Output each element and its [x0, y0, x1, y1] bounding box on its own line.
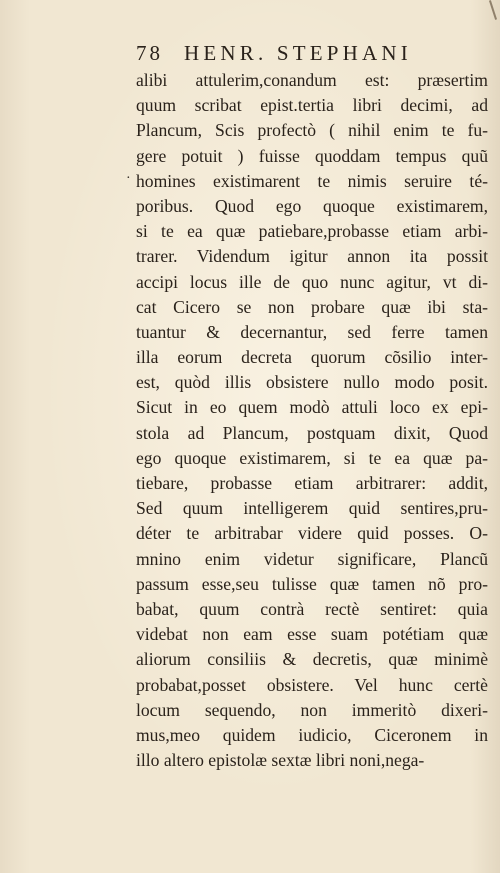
page-number: 78	[136, 41, 163, 65]
body-text	[136, 68, 488, 773]
text-line: Sicut in eo quem modò attuli loco ex epi-	[136, 397, 488, 418]
text-line: homines existimarent te nimis seruire té-	[136, 170, 488, 191]
text-line: gere potuit ) fuisse quoddam tempus quũ	[136, 145, 488, 166]
text-line: passum esse,seu tulisse quæ tamen nõ pro-	[136, 573, 488, 594]
text-line: locum sequendo, non immeritò dixeri-	[136, 699, 488, 720]
text-line: si te ea quæ patiebare,probasse etiam arbi-	[136, 221, 488, 242]
text-line: quum scribat epist.tertia libri decimi, ad	[136, 95, 488, 116]
text-line: babat, quum contrà rectè sentiret: quia	[136, 598, 488, 619]
running-head	[136, 38, 488, 68]
text-line: poribus. Quod ego quoque existimarem,	[136, 195, 488, 216]
text-line: tiebare, probasse etiam arbitrarer: addit,	[136, 473, 488, 493]
text-line: ego quoque existimarem, si te ea quæ pa-	[136, 447, 488, 468]
text-line: est, quòd illis obsistere nullo modo posit.	[136, 372, 488, 393]
text-line: cat Cicero se non probare quæ ibi sta-	[136, 296, 488, 317]
text-line: tuantur & decernantur, sed ferre tamen	[136, 321, 488, 342]
margin-dot-mark: ·	[126, 171, 131, 186]
text-line: mus,meo quidem iudicio, Ciceronem in	[136, 724, 488, 745]
text-line: alibi attulerim,conandum est: præsertim	[136, 70, 488, 90]
text-line: Plancum, Scis profectò ( nihil enim te fu-	[136, 120, 488, 141]
running-title: HENR. STEPHANI	[184, 41, 412, 65]
text-line: stola ad Plancum, postquam dixit, Quod	[136, 422, 488, 443]
text-line: aliorum consiliis & decretis, quæ minimè	[136, 649, 488, 670]
text-line: accipi locus ille de quo nunc agitur, vt di-	[136, 271, 488, 292]
page-edge-mark	[489, 0, 497, 20]
text-line: videbat non eam esse suam potétiam quæ	[136, 624, 488, 645]
text-line: Sed quum intelligerem quid sentires,pru-	[136, 498, 488, 519]
text-line: probabat,posset obsistere. Vel hunc certè	[136, 674, 488, 695]
text-line: mnino enim videtur significare, Plancũ	[136, 548, 488, 569]
text-line: déter te arbitrabar videre quid posses. O-	[136, 523, 488, 544]
text-line: illo altero epistolæ sextæ libri noni,nega-	[136, 750, 425, 771]
text-line: trarer. Videndum igitur annon ita possit	[136, 246, 488, 267]
text-line: illa eorum decreta quorum cõsilio inter-	[136, 347, 488, 368]
